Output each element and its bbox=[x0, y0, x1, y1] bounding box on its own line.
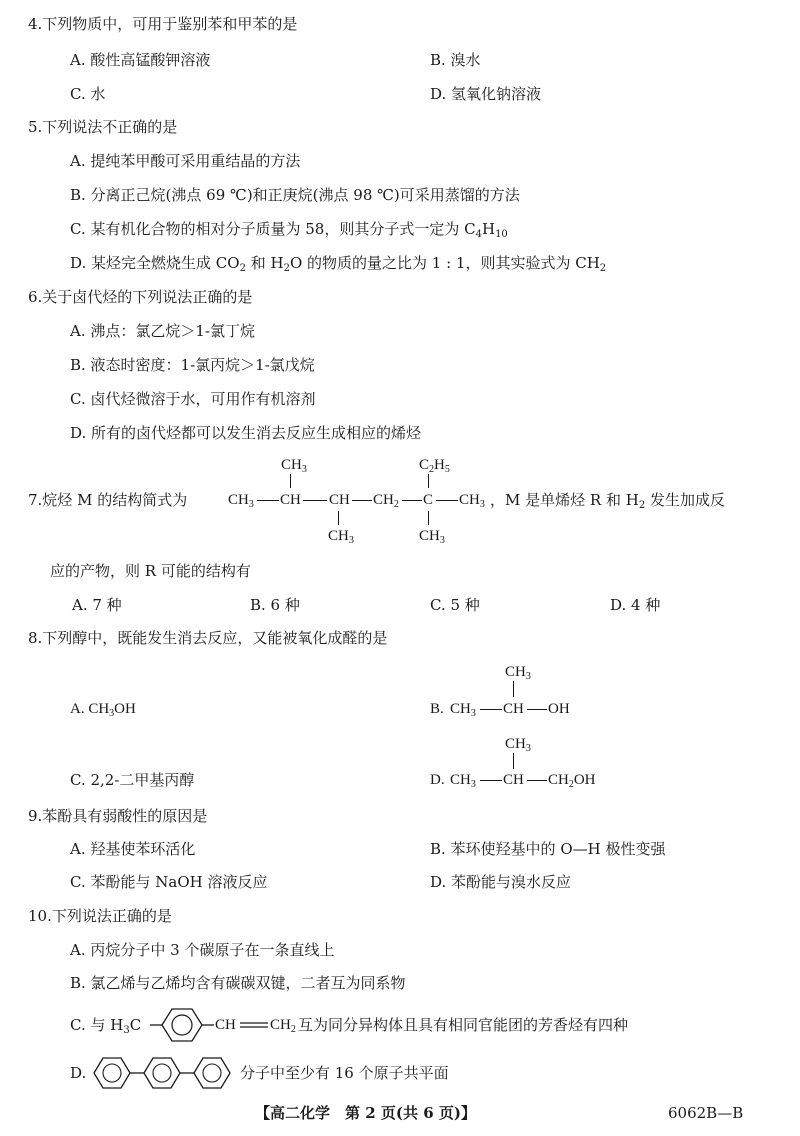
q7-option-b: B. 6 种 bbox=[250, 596, 300, 614]
q5-d-sub1: 2 bbox=[239, 263, 246, 274]
q10-option-b: B. 氯乙烯与乙烯均含有碳碳双键，二者互为同系物 bbox=[70, 974, 406, 992]
q7-chain-ch-1: CH bbox=[280, 492, 301, 508]
q7-chain-ch2: $CH_2$ bbox=[373, 492, 399, 510]
q5-c-sub2: 10 bbox=[495, 229, 508, 240]
q4-stem: 4.下列物质中，可用于鉴别苯和甲苯的是 bbox=[28, 15, 298, 33]
q7-bond-4 bbox=[402, 500, 422, 501]
q7-option-a: A. 7 种 bbox=[72, 596, 122, 614]
q9-option-b: B. 苯环使羟基中的 O—H 极性变强 bbox=[430, 840, 666, 858]
q6-stem: 6.关于卤代烃的下列说法正确的是 bbox=[28, 288, 253, 306]
q5-d-mid: 和 H bbox=[245, 254, 284, 272]
q5-d-pre: D. 某烃完全燃烧生成 CO bbox=[70, 254, 240, 272]
q8-d-ch2oh: $CH_2OH$ bbox=[548, 772, 596, 790]
q8-d-ch3: $CH_3$ bbox=[450, 772, 476, 790]
q7-bond-down-1 bbox=[338, 511, 339, 525]
q8-d-bond-1 bbox=[480, 780, 502, 781]
q6-option-a: A. 沸点：氯乙烷＞1-氯丁烷 bbox=[70, 322, 255, 340]
q9-option-c: C. 苯酚能与 NaOH 溶液反应 bbox=[70, 873, 268, 891]
q8-b-bond-1 bbox=[480, 709, 502, 710]
q8-b-top-ch3: $CH_3$ bbox=[505, 664, 531, 682]
benzene-ring-2-icon bbox=[144, 1058, 180, 1088]
q5-d-post: O 的物质的量之比为 1 : 1，则其实验式为 CH bbox=[289, 254, 600, 272]
q8-b-ch: CH bbox=[503, 701, 524, 717]
q5-c-text: C. 某有机化合物的相对分子质量为 58，则其分子式一定为 C bbox=[70, 220, 476, 238]
q5-d-sub3: 2 bbox=[599, 263, 607, 274]
footer-page-info: 【高二化学 第 2 页(共 6 页)】 bbox=[255, 1104, 476, 1122]
q10-d-post: 分子中至少有 16 个原子共平面 bbox=[240, 1064, 449, 1082]
q7-top-c2h5: $C_2H_5$ bbox=[419, 457, 450, 475]
q5-option-d bbox=[70, 253, 606, 279]
q10-c-ch2: $CH_2$ bbox=[270, 1017, 296, 1035]
q5-option-a: A. 提纯苯甲酸可采用重结晶的方法 bbox=[70, 152, 301, 170]
q4-option-a: A. 酸性高锰酸钾溶液 bbox=[70, 51, 211, 69]
benzene-ring-1-icon bbox=[94, 1058, 130, 1088]
q6-option-b: B. 液态时密度：1-氯丙烷＞1-氯戊烷 bbox=[70, 356, 315, 374]
q7-bond-up-2 bbox=[428, 474, 429, 488]
q5-c-mid: H bbox=[481, 220, 496, 238]
q7-bottom-ch3-2: $CH_3$ bbox=[419, 528, 445, 546]
q8-b-bond-up bbox=[513, 681, 514, 697]
q8-b-bond-2 bbox=[527, 709, 547, 710]
q10-c-pre: C. 与 $H_3C$ bbox=[70, 1016, 142, 1036]
q5-option-c bbox=[70, 219, 508, 245]
q5-c-sub1: 4 bbox=[475, 229, 482, 240]
q7-option-c: C. 5 种 bbox=[430, 596, 480, 614]
q4-option-c: C. 水 bbox=[70, 85, 106, 103]
q7-option-d: D. 4 种 bbox=[610, 596, 661, 614]
q10-stem: 10.下列说法正确的是 bbox=[28, 907, 172, 925]
benzene-ring-icon bbox=[162, 1009, 202, 1041]
q5-d-sub2: 2 bbox=[283, 263, 290, 274]
q7-bond-3 bbox=[352, 500, 372, 501]
q7-chain-ch-2: CH bbox=[329, 492, 350, 508]
q8-b-oh: OH bbox=[548, 701, 570, 717]
q10-option-a: A. 丙烷分子中 3 个碳原子在一条直线上 bbox=[70, 941, 335, 959]
q9-option-a: A. 羟基使苯环活化 bbox=[70, 840, 196, 858]
benzene-ring-3-icon bbox=[194, 1058, 230, 1088]
q5-option-b: B. 分离正己烷(沸点 69 ℃)和正庚烷(沸点 98 ℃)可采用蒸馏的方法 bbox=[70, 186, 520, 204]
benzene-ring-circle bbox=[172, 1015, 192, 1035]
q4-option-b: B. 溴水 bbox=[430, 51, 481, 69]
q7-chain-c: C bbox=[423, 492, 434, 508]
q9-option-d: D. 苯酚能与溴水反应 bbox=[430, 873, 572, 891]
q8-d-bond-up bbox=[513, 753, 514, 769]
q8-d-ch: CH bbox=[503, 772, 524, 788]
q9-stem: 9.苯酚具有弱酸性的原因是 bbox=[28, 807, 208, 825]
q10-c-ch: CH bbox=[215, 1017, 236, 1033]
q6-option-c: C. 卤代烃微溶于水，可用作有机溶剂 bbox=[70, 390, 316, 408]
q8-d-top-ch3: $CH_3$ bbox=[505, 736, 531, 754]
q8-d-bond-2 bbox=[527, 780, 547, 781]
q7-bond-5 bbox=[436, 500, 458, 501]
q7-bond-2 bbox=[303, 500, 327, 501]
q7-bond-up-1 bbox=[290, 474, 291, 488]
q7-stem-post: ，M 是单烯烃 R 和 $H_2$ 发生加成反 bbox=[490, 491, 725, 511]
q8-b-ch3: $CH_3$ bbox=[450, 701, 476, 719]
q7-bond-down-2 bbox=[428, 511, 429, 525]
q7-stem-line2: 应的产物，则 R 可能的结构有 bbox=[50, 562, 251, 580]
q8-option-a: A. $CH_3OH$ bbox=[70, 701, 136, 719]
q7-bottom-ch3-1: $CH_3$ bbox=[328, 528, 354, 546]
q8-d-label: D. bbox=[430, 772, 445, 788]
q7-chain-ch3-1: $CH_3$ bbox=[228, 492, 254, 510]
q10-d-label: D. bbox=[70, 1064, 87, 1082]
q7-bond-1 bbox=[257, 500, 279, 501]
q7-top-ch3: $CH_3$ bbox=[281, 457, 307, 475]
q8-option-c: C. 2,2-二甲基丙醇 bbox=[70, 771, 195, 789]
q7-stem-pre: 7.烷烃 M 的结构简式为 bbox=[28, 491, 188, 509]
q6-option-d: D. 所有的卤代烃都可以发生消去反应生成相应的烯烃 bbox=[70, 424, 422, 442]
q5-stem: 5.下列说法不正确的是 bbox=[28, 118, 178, 136]
q7-chain-ch3-2: $CH_3$ bbox=[459, 492, 485, 510]
q10-c-post: 互为同分异构体且具有相同官能团的芳香烃有四种 bbox=[298, 1016, 629, 1034]
q8-stem: 8.下列醇中，既能发生消去反应，又能被氧化成醛的是 bbox=[28, 629, 388, 647]
terphenyl-structure bbox=[92, 1053, 242, 1093]
footer-code: 6062B—B bbox=[668, 1104, 744, 1122]
q8-b-label: B. bbox=[430, 701, 444, 717]
q4-option-d: D. 氢氧化钠溶液 bbox=[430, 85, 542, 103]
